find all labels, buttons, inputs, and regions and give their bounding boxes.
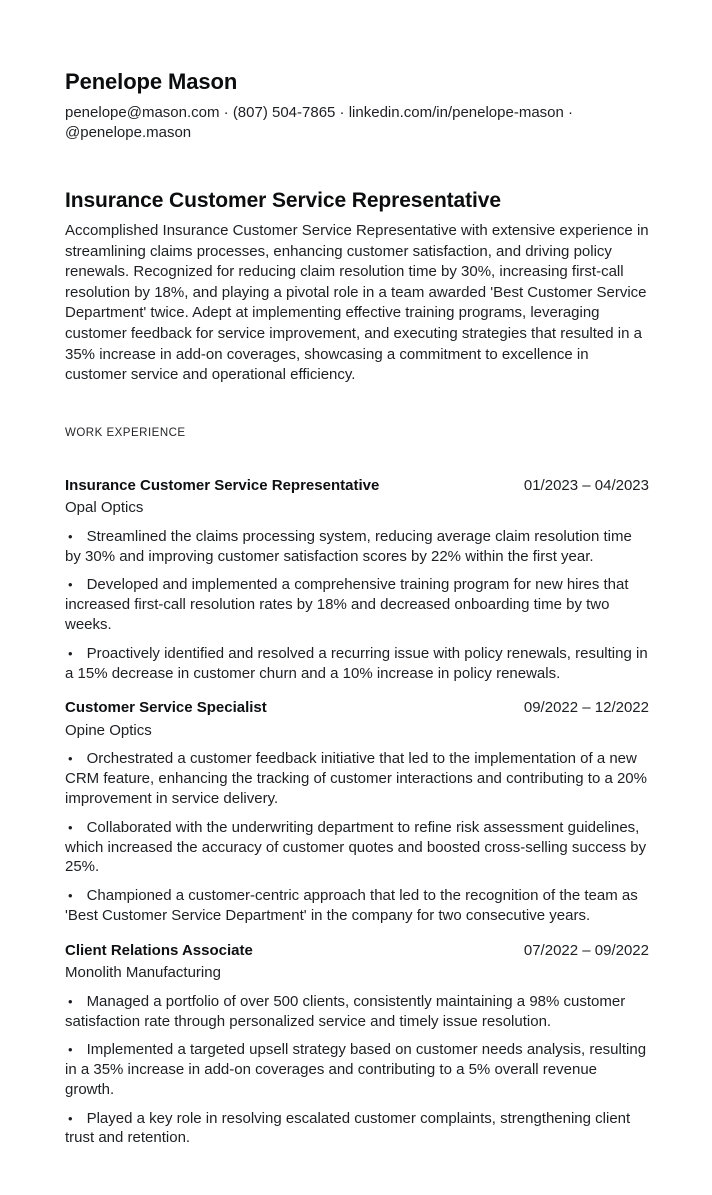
bullet-dot-icon: • [68,528,73,544]
bullet-text: Championed a customer-centric approach that led to the recognition of the team as 'Best Customer Service Department' in the company for two consecutive years. [65,887,638,924]
bullet-dot-icon: • [68,577,73,593]
bullet-text: Implemented a targeted upsell strategy based on customer needs analysis, resulting in a 35% increase in add-on coverages and contributing to a 5% overall revenue growth. [65,1041,647,1098]
work-experience-section [65,427,649,1149]
bullet-dot-icon: • [68,645,73,661]
job-bullets [65,749,649,925]
bullet-item [65,749,649,808]
bullet-text: Streamlined the claims processing system, reducing average claim resolution time by 30% and improving customer satisfaction scores by 22% within the first year. [65,527,632,565]
job-header-row [65,698,649,718]
job-bullets [65,527,649,684]
job-header-row [65,941,649,961]
job-dates: 01/2023 – 04/2023 [523,476,649,494]
bullet-item [65,992,649,1032]
job-title: Client Relations Associate [65,941,253,959]
bullet-dot-icon: • [68,751,73,767]
bullet-item [65,644,649,684]
job-title: Insurance Customer Service Representative [65,476,380,494]
job-entry [65,941,649,1149]
bullet-item [65,886,649,926]
jobs-list [65,476,649,1149]
bullet-text: Proactively identified and resolved a recurring issue with policy renewals, resulting in a 15% decrease in customer churn and a 10% increase in policy renewals. [65,644,648,682]
bullet-item [65,527,649,567]
bullet-dot-icon: • [68,819,73,835]
profile-section [65,188,649,386]
bullet-dot-icon: • [68,1042,73,1058]
job-bullets [65,992,649,1149]
profile-title: Insurance Customer Service Representative [65,189,501,212]
bullet-dot-icon: • [68,993,73,1009]
profile-summary: Accomplished Insurance Customer Service Representative with extensive experience in streamlining claims processes, enhancing customer satisfaction, and driving policy renewals. Recognized for reducing claim resolution time by 30%, increasing first-call resolution by 18%, and playing a pivotal role in a team awarded 'Best Customer Service Department' twice. Adept at implementing effective training programs, leveraging customer feedback for service improvement, and executing strategies that resulted in a 35% increase in add-on coverages, showcasing a commitment to excellence in customer service and operational efficiency. [65,222,649,384]
person-name: Penelope Mason [65,69,238,94]
bullet-dot-icon: • [68,888,73,904]
job-entry [65,476,649,684]
job-company: Opal Optics [65,499,144,517]
job-entry [65,698,649,925]
bullet-text: Managed a portfolio of over 500 clients, consistently maintaining a 98% customer satisfaction rate through personalized service and timely issue resolution. [65,992,626,1030]
bullet-text: Collaborated with the underwriting department to refine risk assessment guidelines, which increased the accuracy of customer quotes and boosted cross-selling success by 25%. [65,818,647,876]
contact-line: penelope@mason.com · (807) 504-7865 · linkedin.com/in/penelope-mason · @penelope.mason [65,104,574,141]
bullet-item [65,575,649,634]
job-header-row [65,476,649,496]
job-dates: 09/2022 – 12/2022 [523,699,649,717]
job-title: Customer Service Specialist [65,699,267,717]
work-experience-section-label: WORK EXPERIENCE [65,426,186,439]
resume-header [65,70,649,143]
job-company: Opine Optics [65,721,152,739]
bullet-text: Orchestrated a customer feedback initiative that led to the implementation of a new CRM feature, enhancing the tracking of customer interactions and contributing to a 20% improvement in service delivery. [65,750,647,807]
bullet-text: Developed and implemented a comprehensive training program for new hires that increased first-call resolution rates by 18% and decreased onboarding time by two weeks. [65,576,629,633]
bullet-text: Played a key role in resolving escalated customer complaints, strengthening client trust and retention. [65,1109,631,1147]
bullet-item [65,818,649,877]
job-dates: 07/2022 – 09/2022 [523,941,649,959]
bullet-item [65,1040,649,1099]
bullet-item [65,1109,649,1149]
bullet-dot-icon: • [68,1110,73,1126]
job-company: Monolith Manufacturing [65,964,221,982]
